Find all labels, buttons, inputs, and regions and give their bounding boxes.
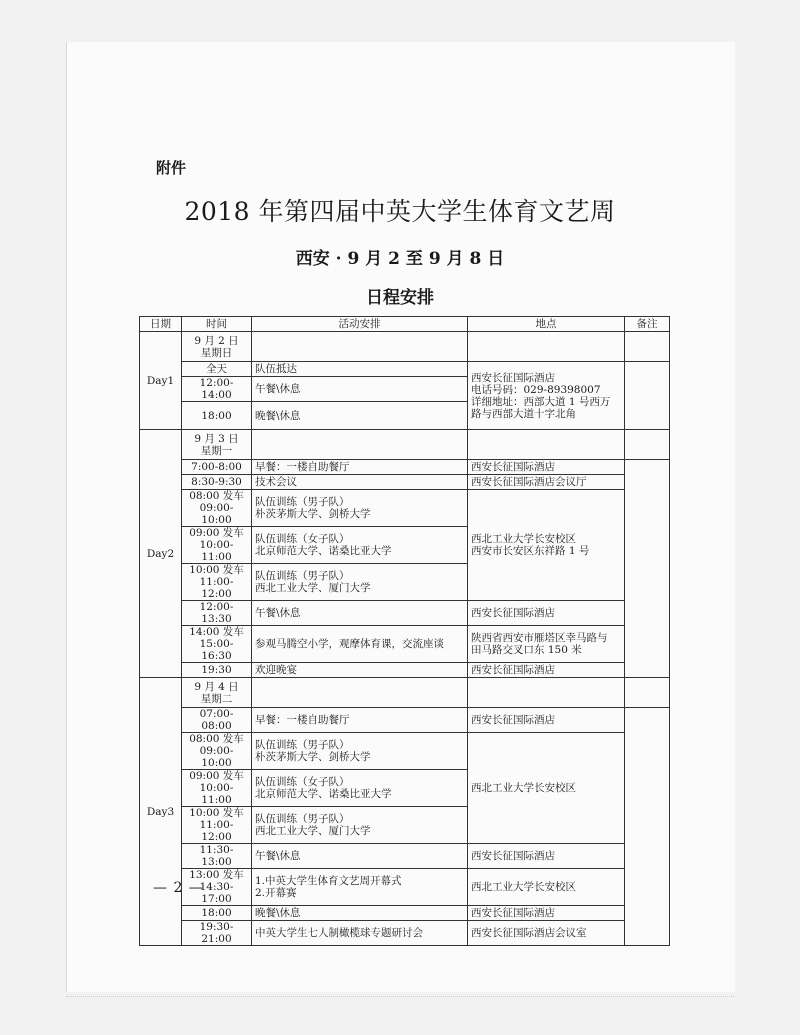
time-cell: [182, 678, 252, 708]
table-row: [140, 332, 670, 362]
time-line: 09:00-10:00: [199, 745, 234, 769]
location-line: 西北工业大学长安校区: [471, 881, 576, 893]
time-line: 10:00 发车: [189, 564, 244, 576]
activity-cell: [252, 708, 468, 733]
activity-cell: [252, 807, 468, 844]
location-line: 西北工业大学长安校区: [471, 533, 576, 545]
time-line: 7:00-8:00: [191, 461, 242, 473]
time-line: 09:00 发车: [189, 770, 244, 782]
time-line: 9 月 3 日: [194, 432, 239, 445]
activity-line: 北京师范大学、诺桑比亚大学: [255, 788, 392, 800]
activity-cell: [252, 490, 468, 527]
location-line: 西安长征国际酒店: [471, 907, 555, 919]
time-cell: [182, 601, 252, 626]
table-header-row: [140, 317, 670, 332]
time-cell: [182, 708, 252, 733]
attachment-label: 附件: [156, 159, 187, 177]
location-cell: [468, 601, 625, 626]
location-cell: [468, 362, 625, 430]
location-line: 西安长征国际酒店: [471, 850, 555, 862]
activity-cell: [252, 678, 468, 708]
notes-cell: [625, 460, 670, 678]
time-line: 08:00 发车: [189, 490, 244, 502]
time-line: 19:30: [201, 664, 232, 676]
document-title: 2018 年第四届中英大学生体育文艺周: [184, 197, 616, 226]
time-line: 11:30-13:00: [199, 844, 234, 868]
notes-cell: [625, 332, 670, 362]
time-line: 11:00-12:00: [199, 819, 234, 843]
activity-cell: [252, 430, 468, 460]
location-cell: [468, 460, 625, 475]
time-line: 星期一: [200, 444, 233, 457]
table-row: [140, 430, 670, 460]
activity-line: 北京师范大学、诺桑比亚大学: [255, 545, 392, 557]
time-line: 07:00-08:00: [199, 708, 234, 732]
time-cell: [182, 733, 252, 770]
time-line: 11:00-12:00: [199, 576, 234, 600]
location-cell: [468, 490, 625, 601]
time-line: 15:00-16:30: [199, 638, 234, 662]
table-row: [140, 663, 670, 678]
time-cell: [182, 921, 252, 946]
day-cell: Day2: [140, 430, 182, 678]
location-line: 田马路交叉口东 150 米: [471, 644, 582, 656]
time-line: 星期二: [200, 692, 233, 705]
location-cell: [468, 332, 625, 362]
activity-cell: [252, 362, 468, 377]
table-row: [140, 362, 670, 377]
table-row: [140, 626, 670, 663]
header-activity: 活动安排: [252, 317, 468, 332]
table-row: [140, 733, 670, 770]
activity-cell: [252, 844, 468, 869]
table-row: [140, 475, 670, 490]
activity-line: 1.中英大学生体育文艺周开幕式: [255, 875, 402, 887]
activity-cell: [252, 869, 468, 906]
activity-line: 队伍训练（女子队）: [255, 776, 350, 788]
schedule-body: [140, 332, 670, 946]
activity-cell: [252, 402, 468, 430]
activity-line: 朴茨茅斯大学、剑桥大学: [255, 751, 371, 763]
table-row: [140, 460, 670, 475]
activity-line: 朴茨茅斯大学、剑桥大学: [255, 508, 371, 520]
activity-line: 队伍训练（男子队）: [255, 570, 350, 582]
location-cell: [468, 663, 625, 678]
activity-cell: [252, 527, 468, 564]
activity-cell: [252, 626, 468, 663]
location-line: 西安市长安区东祥路 1 号: [471, 545, 590, 557]
time-cell: [182, 663, 252, 678]
location-line: 西安长征国际酒店: [471, 371, 555, 384]
time-line: 10:00-11:00: [199, 782, 234, 806]
location-line: 西安长征国际酒店: [471, 714, 555, 726]
time-cell: [182, 490, 252, 527]
activity-cell: [252, 921, 468, 946]
location-line: 详细地址：西部大道 1 号西万: [471, 395, 611, 408]
time-line: 9 月 4 日: [194, 680, 239, 693]
page-bottom-edge: [66, 996, 734, 997]
table-row: [140, 490, 670, 527]
schedule-heading: 日程安排: [366, 288, 434, 308]
activity-line: 晚餐\休息: [255, 907, 301, 919]
activity-line: 西北工业大学、厦门大学: [255, 825, 371, 837]
time-cell: [182, 475, 252, 490]
time-cell: [182, 527, 252, 564]
activity-line: 中英大学生七人制橄榄球专题研讨会: [255, 927, 423, 939]
activity-cell: [252, 564, 468, 601]
time-cell: [182, 402, 252, 430]
location-line: 西安长征国际酒店: [471, 607, 555, 619]
activity-cell: [252, 770, 468, 807]
activity-line: 西北工业大学、厦门大学: [255, 582, 371, 594]
table-row: [140, 678, 670, 708]
location-line: 西安长征国际酒店: [471, 461, 555, 473]
time-line: 10:00-11:00: [199, 539, 234, 563]
notes-cell: [625, 678, 670, 708]
time-line: 全天: [206, 363, 227, 375]
time-cell: [182, 460, 252, 475]
location-line: 西安长征国际酒店会议室: [471, 927, 587, 939]
time-cell: [182, 430, 252, 460]
location-line: 电话号码：029-89398007: [471, 383, 601, 396]
location-line: 西北工业大学长安校区: [471, 782, 576, 794]
time-cell: [182, 626, 252, 663]
activity-line: 早餐：一楼自助餐厅: [255, 714, 350, 726]
time-line: 9 月 2 日: [194, 334, 239, 347]
activity-cell: [252, 475, 468, 490]
notes-cell: [625, 362, 670, 430]
time-line: 18:00: [201, 907, 232, 919]
table-row: [140, 869, 670, 906]
time-cell: [182, 906, 252, 921]
location-cell: [468, 906, 625, 921]
activity-line: 队伍训练（男子队）: [255, 496, 350, 508]
time-cell: [182, 332, 252, 362]
location-line: 西安长征国际酒店: [471, 664, 555, 676]
header-time: 时间: [182, 317, 252, 332]
location-cell: [468, 869, 625, 906]
table-row: [140, 601, 670, 626]
time-line: 18:00: [201, 409, 232, 422]
activity-line: 2.开幕赛: [255, 887, 297, 899]
time-line: 12:00-13:30: [199, 601, 234, 625]
activity-cell: [252, 906, 468, 921]
activity-line: 技术会议: [255, 476, 297, 488]
location-cell: [468, 844, 625, 869]
location-line: 路与西部大道十字北角: [471, 407, 576, 420]
time-cell: [182, 362, 252, 377]
activity-cell: [252, 733, 468, 770]
activity-line: 早餐：一楼自助餐厅: [255, 461, 350, 473]
activity-cell: [252, 332, 468, 362]
activity-cell: [252, 460, 468, 475]
activity-line: 队伍训练（男子队）: [255, 813, 350, 825]
time-line: 12:00-14:00: [199, 377, 234, 401]
activity-cell: [252, 377, 468, 402]
time-line: 09:00 发车: [189, 527, 244, 539]
notes-cell: [625, 708, 670, 946]
location-cell: [468, 678, 625, 708]
location-cell: [468, 430, 625, 460]
activity-line: 午餐\休息: [255, 850, 301, 862]
header-day: 日期: [140, 317, 182, 332]
time-cell: [182, 770, 252, 807]
page-number: — 2 —: [153, 880, 204, 896]
activity-line: 参观马腾空小学，观摩体育课，交流座谈: [255, 638, 444, 650]
time-cell: [182, 844, 252, 869]
time-cell: [182, 564, 252, 601]
header-location: 地点: [468, 317, 625, 332]
day-cell: Day3: [140, 678, 182, 946]
time-cell: [182, 377, 252, 402]
location-line: 陕西省西安市雁塔区幸马路与: [471, 632, 608, 644]
time-line: 星期日: [200, 346, 233, 359]
time-line: 09:00-10:00: [199, 502, 234, 526]
table-row: [140, 906, 670, 921]
time-line: 13:00 发车: [189, 869, 244, 881]
activity-line: 午餐\休息: [255, 607, 301, 619]
location-cell: [468, 921, 625, 946]
time-line: 10:00 发车: [189, 807, 244, 819]
activity-line: 队伍训练（女子队）: [255, 533, 350, 545]
document-subtitle: 西安 · 9 月 2 至 9 月 8 日: [295, 249, 505, 269]
location-cell: [468, 708, 625, 733]
activity-line: 晚餐\休息: [255, 409, 301, 422]
table-row: [140, 708, 670, 733]
time-line: 19:30-21:00: [199, 921, 234, 945]
activity-line: 午餐\休息: [255, 383, 301, 395]
activity-line: 队伍训练（男子队）: [255, 739, 350, 751]
notes-cell: [625, 430, 670, 460]
table-row: [140, 844, 670, 869]
location-cell: [468, 475, 625, 490]
schedule-table: [139, 316, 670, 946]
header-notes: 备注: [625, 317, 670, 332]
time-line: 14:30-17:00: [199, 881, 234, 905]
table-row: [140, 921, 670, 946]
activity-line: 队伍抵达: [255, 363, 297, 375]
time-line: 08:00 发车: [189, 733, 244, 745]
location-cell: [468, 733, 625, 844]
day-cell: Day1: [140, 332, 182, 430]
activity-line: 欢迎晚宴: [255, 664, 297, 676]
time-cell: [182, 807, 252, 844]
time-line: 8:30-9:30: [191, 476, 242, 488]
activity-cell: [252, 601, 468, 626]
time-line: 14:00 发车: [189, 626, 244, 638]
location-cell: [468, 626, 625, 663]
location-line: 西安长征国际酒店会议厅: [471, 476, 587, 488]
activity-cell: [252, 663, 468, 678]
